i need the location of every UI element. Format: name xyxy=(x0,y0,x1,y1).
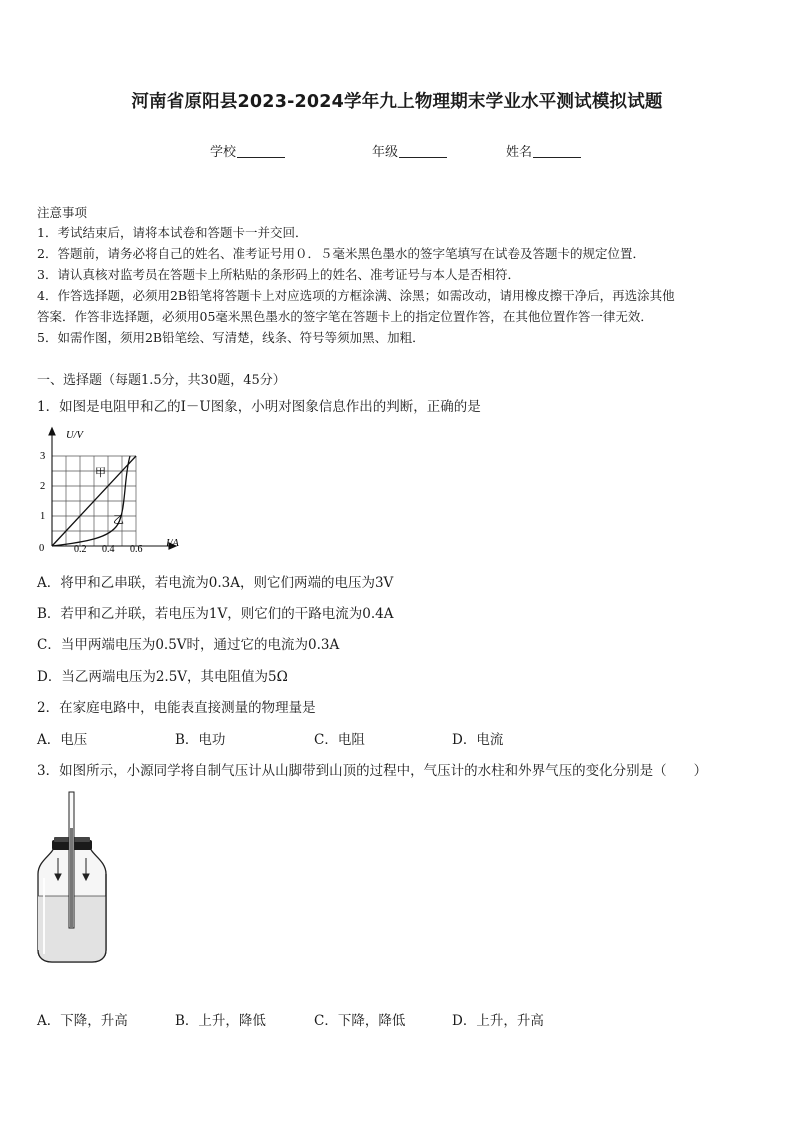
origin-label: 0 xyxy=(39,543,45,554)
q1-option-a: A．将甲和乙串联，若电流为0.3A，则它们两端的电压为3V xyxy=(37,575,394,591)
x-tick-label: 0.4 xyxy=(102,544,115,555)
y-axis-label: U/V xyxy=(66,430,83,441)
note-item: 3．请认真核对监考员在答题卡上所粘贴的条形码上的姓名、准考证号与本人是否相符． xyxy=(37,267,520,282)
note-item: 2．答题前，请务必将自己的姓名、准考证号用０．５毫米黑色墨水的签字笔填写在试卷及答题卡的规定位置． xyxy=(37,246,645,261)
q1-option-b: B．若甲和乙并联，若电压为1V，则它们的干路电流为0.4A xyxy=(37,606,394,622)
q3-option-b: B．上升，降低 xyxy=(175,1013,266,1029)
note-item: 答案．作答非选择题，必须用05毫米黑色墨水的签字笔在答题卡上的指定位置作答，在其他位置作答一律无效． xyxy=(37,309,653,324)
x-tick-label: 0.6 xyxy=(130,544,143,555)
y-tick-label: 1 xyxy=(40,511,46,522)
curve-yi-label: 乙 xyxy=(113,513,124,526)
school-label: 学校 xyxy=(210,145,237,160)
water-column xyxy=(70,828,73,928)
q2-option-b: B．电功 xyxy=(175,732,226,748)
iu-graph xyxy=(36,424,186,556)
q2-option-a: A．电压 xyxy=(37,732,88,748)
notes-heading: 注意事项 xyxy=(37,205,88,220)
question-1-stem: 1．如图是电阻甲和乙的I－U图象，小明对图象信息作出的判断，正确的是 xyxy=(37,399,481,415)
y-tick-label: 2 xyxy=(40,481,46,492)
q1-option-c: C．当甲两端电压为0.5V时，通过它的电流为0.3A xyxy=(37,637,340,653)
q3-option-d: D．上升，升高 xyxy=(452,1013,544,1029)
grade-field xyxy=(372,141,447,160)
note-item: 4．作答选择题，必须用2B铅笔将答题卡上对应选项的方框涂满、涂黑；如需改动，请用橡皮擦干净后，再选涂其他 xyxy=(37,288,675,303)
curve-jia-label: 甲 xyxy=(95,466,106,479)
grade-blank xyxy=(399,145,447,158)
grade-label: 年级 xyxy=(372,145,399,160)
q2-option-d: D．电流 xyxy=(452,732,504,748)
question-2-stem: 2．在家庭电路中，电能表直接测量的物理量是 xyxy=(37,700,316,716)
name-field xyxy=(506,141,581,160)
name-label: 姓名 xyxy=(506,145,533,160)
barometer-illustration xyxy=(34,788,110,966)
note-item: 5．如需作图，须用2B铅笔绘、写清楚，线条、符号等须加黑、加粗． xyxy=(37,330,425,345)
q1-option-d: D．当乙两端电压为2.5V，其电阻值为5Ω xyxy=(37,669,288,685)
y-tick-label: 3 xyxy=(40,451,46,462)
x-tick-label: 0.2 xyxy=(74,544,87,555)
section-heading: 一、选择题（每题1.5分，共30题，45分） xyxy=(37,373,286,388)
page-title: 河南省原阳县2023-2024学年九上物理期末学业水平测试模拟试题 xyxy=(131,92,663,112)
school-blank xyxy=(237,145,285,158)
school-field xyxy=(210,141,285,160)
q3-option-c: C．下降，降低 xyxy=(314,1013,406,1029)
q3-option-a: A．下降，升高 xyxy=(37,1013,128,1029)
q2-option-c: C．电阻 xyxy=(314,732,365,748)
x-axis-label: I/A xyxy=(166,538,179,549)
note-item: 1．考试结束后，请将本试卷和答题卡一并交回． xyxy=(37,225,308,240)
name-blank xyxy=(533,145,581,158)
question-3-stem: 3．如图所示，小源同学将自制气压计从山脚带到山顶的过程中，气压计的水柱和外界气压的变化分别是（ ） xyxy=(37,763,708,779)
